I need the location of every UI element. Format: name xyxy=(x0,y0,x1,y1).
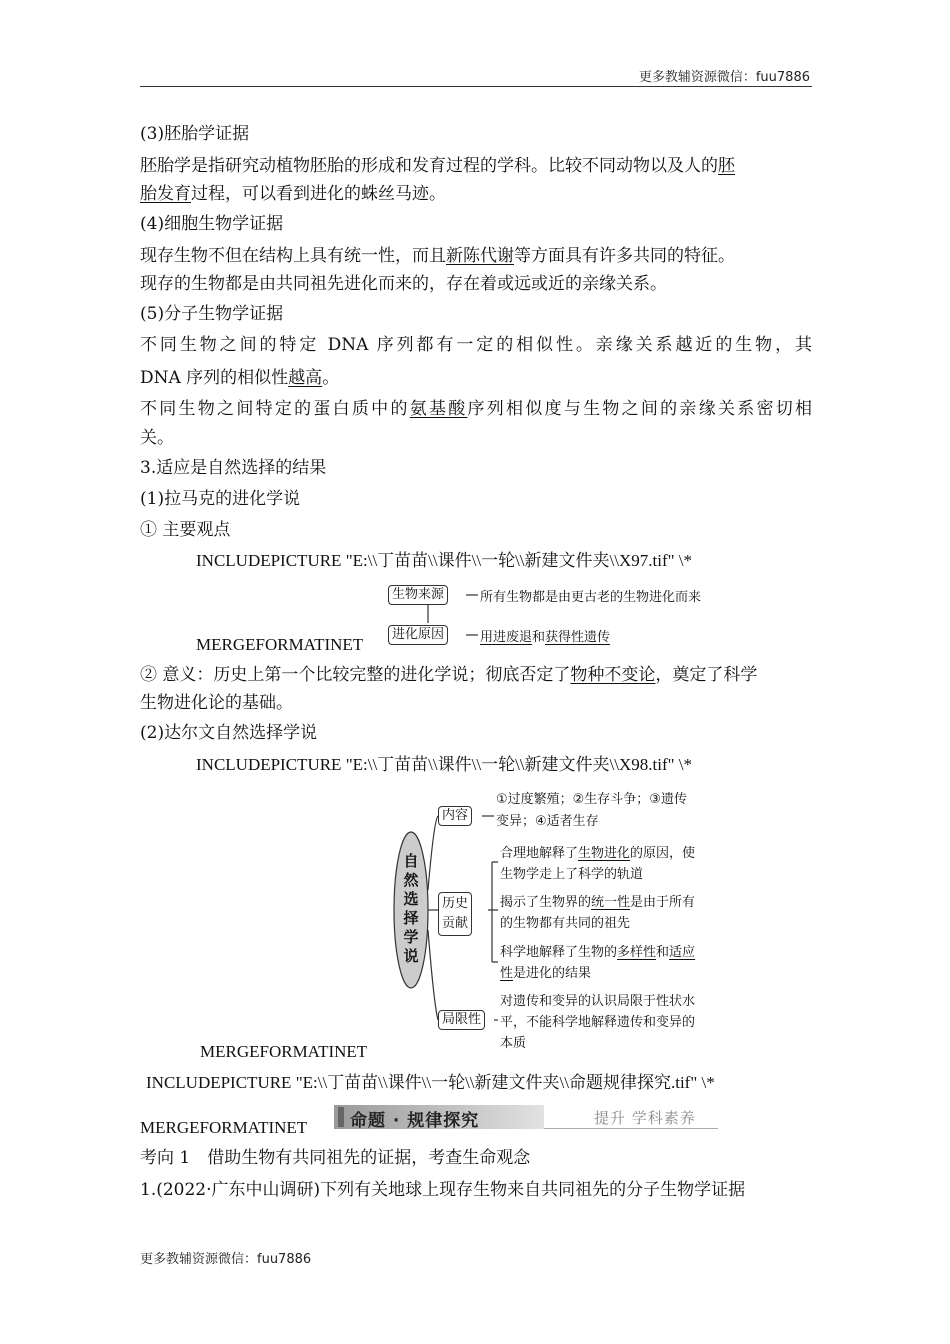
history-item-3b: 性是进化的结果 xyxy=(500,966,592,981)
section-banner xyxy=(334,1105,718,1129)
content-line-1: ①过度繁殖；②生存斗争；③遗传 xyxy=(496,792,687,807)
box-cause: 进化原因 xyxy=(388,625,448,645)
field-code-mergeformat: MERGEFORMATINET xyxy=(196,635,364,654)
paragraph-line: 现存生物不但在结构上具有统一性，而且新陈代谢等方面具有许多共同的特征。 xyxy=(140,246,735,266)
content-line-2: 变异；④适者生存 xyxy=(496,814,599,829)
page-footer: 更多教辅资源微信：fuu7886 xyxy=(140,1252,312,1267)
paragraph-line: 现存的生物都是由共同祖先进化而来的，存在着或远或近的亲缘关系。 xyxy=(140,274,667,294)
limitation-line-3: 本质 xyxy=(500,1036,527,1051)
subsection-heading: (1)拉马克的进化学说 xyxy=(140,489,301,509)
box-origin: 生物来源 xyxy=(388,585,448,605)
paragraph-line: DNA 序列的相似性越高。 xyxy=(140,368,340,388)
paragraph-line: ② 意义：历史上第一个比较完整的进化学说；彻底否定了物种不变论，奠定了科学 xyxy=(140,665,758,685)
subsection-heading: (2)达尔文自然选择学说 xyxy=(140,723,318,743)
field-code-includepicture: INCLUDEPICTURE "E:\\丁苗苗\\课件\\一轮\\新建文件夹\\X98.tif" \* xyxy=(196,755,693,774)
paragraph-line: 关。 xyxy=(140,428,174,448)
paragraph-line: 生物进化论的基础。 xyxy=(140,693,293,713)
heading-cell-biology: (4)细胞生物学证据 xyxy=(140,214,284,234)
history-item-1b: 生物学走上了科学的轨道 xyxy=(500,867,644,882)
field-code-includepicture: INCLUDEPICTURE "E:\\丁苗苗\\课件\\一轮\\新建文件夹\\命题规律探究.tif" \* xyxy=(146,1073,715,1092)
limitation-line-2: 平，不能科学地解释遗传和变异的 xyxy=(500,1015,696,1030)
banner-mark xyxy=(338,1107,344,1127)
history-item-1: 合理地解释了生物进化的原因，使 xyxy=(500,846,696,861)
cause-text: 用进废退和获得性遗传 xyxy=(480,630,611,645)
box-history: 历史 贡献 xyxy=(438,892,472,936)
darwin-diagram xyxy=(392,790,762,1055)
origin-text: 所有生物都是由更古老的生物进化而来 xyxy=(480,590,702,605)
header-rule xyxy=(140,86,812,87)
heading-molecular-biology: (5)分子生物学证据 xyxy=(140,304,284,324)
field-code-mergeformat: MERGEFORMATINET xyxy=(140,1118,308,1137)
heading-embryology: (3)胚胎学证据 xyxy=(140,124,250,144)
paragraph-line: 胚胎学是指研究动植物胚胎的形成和发育过程的学科。比较不同动物以及人的胚 xyxy=(140,156,735,176)
page-header: 更多教辅资源微信：fuu7886 xyxy=(638,70,810,85)
section-heading: 3.适应是自然选择的结果 xyxy=(140,458,327,478)
field-code-includepicture: INCLUDEPICTURE "E:\\丁苗苗\\课件\\一轮\\新建文件夹\\X97.tif" \* xyxy=(196,551,693,570)
history-item-2b: 的生物都有共同的祖先 xyxy=(500,916,631,931)
banner-subtitle: 提升 学科素养 xyxy=(594,1109,696,1127)
paragraph-line: 不同生物之间特定的蛋白质中的氨基酸序列相似度与生物之间的亲缘关系密切相 xyxy=(140,399,813,419)
box-content: 内容 xyxy=(438,806,472,826)
center-label: 自 然 选 择 学 说 xyxy=(403,852,419,965)
history-item-3: 科学地解释了生物的多样性和适应 xyxy=(500,945,696,960)
box-limitation: 局限性 xyxy=(438,1010,485,1030)
question-line: 1.(2022·广东中山调研)下列有关地球上现存生物来自共同祖先的分子生物学证据 xyxy=(140,1180,746,1200)
lamarck-diagram xyxy=(388,583,768,643)
field-code-mergeformat: MERGEFORMATINET xyxy=(200,1042,368,1061)
banner-rule xyxy=(544,1128,718,1129)
history-item-2: 揭示了生物界的统一性是由于所有 xyxy=(500,895,696,910)
paragraph-line: 胎发育过程，可以看到进化的蛛丝马迹。 xyxy=(140,184,446,204)
limitation-line-1: 对遗传和变异的认识局限于性状水 xyxy=(500,994,696,1009)
paragraph-line: 不同生物之间的特定 DNA 序列都有一定的相似性。亲缘关系越近的生物，其 xyxy=(140,335,812,355)
exam-direction-heading: 考向 1 借助生物有共同祖先的证据，考查生命观念 xyxy=(140,1148,531,1168)
banner-title: 命题 · 规律探究 xyxy=(350,1111,480,1131)
list-heading: ① 主要观点 xyxy=(140,520,231,540)
